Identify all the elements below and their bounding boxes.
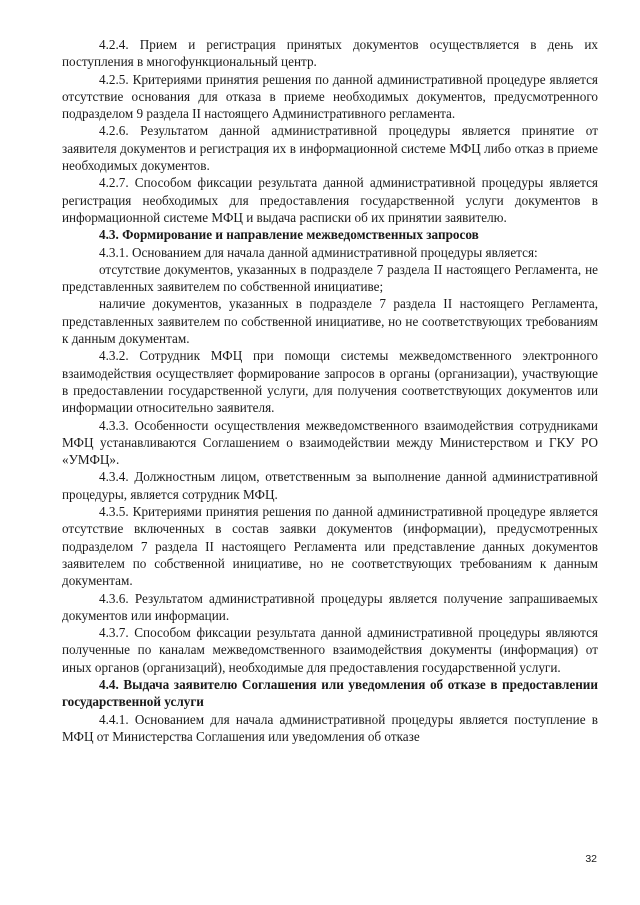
paragraph-4-4-1: 4.4.1. Основанием для начала административной процедуры является поступление в МФЦ от Министерства Соглашения или уведомления об отказе <box>62 711 598 744</box>
paragraph-4-2-5: 4.2.5. Критериями принятия решения по данной административной процедуре является отсутствие основания для отказа в приеме необходимых документов, предусмотренного подразделом 9 раздела II настоящего Административного регламента. <box>62 71 598 122</box>
paragraph-4-3-1: 4.3.1. Основанием для начала данной административной процедуры является: <box>99 244 538 260</box>
paragraph-4-2-6: 4.2.6. Результатом данной административной процедуры является принятие от заявителя документов и регистрация их в информационной системе МФЦ либо отказ в приеме необходимых документов. <box>62 123 598 174</box>
page-number: 32 <box>585 853 597 865</box>
document-body <box>62 36 598 745</box>
paragraph-4-2-7: 4.2.7. Способом фиксации результата данной административной процедуры является регистрация необходимых для предоставления государственной услуги документов в информационной системе МФЦ и выдача расписки об их принятии заявителю. <box>62 175 598 225</box>
paragraph-4-2-4: 4.2.4. Прием и регистрация принятых документов осуществляется в день их поступления в многофункциональный центр. <box>62 37 598 70</box>
paragraph-4-3-6: 4.3.6. Результатом административной процедуры является получение запрашиваемых документов или информации. <box>62 590 598 623</box>
section-heading-4-3: 4.3. Формирование и направление межведомственных запросов <box>99 227 479 243</box>
paragraph-4-3-3: 4.3.3. Особенности осуществления межведомственного взаимодействия сотрудниками МФЦ устанавливаются Соглашением о взаимодействии между Министерством и ГКУ РО «УМФЦ». <box>62 417 598 468</box>
list-item-absence-of-documents: отсутствие документов, указанных в подразделе 7 раздела II настоящего Регламента, не представленных заявителем по собственной инициативе; <box>62 261 598 295</box>
section-heading-4-4: 4.4. Выдача заявителю Соглашения или уведомления об отказе в предоставлении государственной услуги <box>62 676 598 710</box>
paragraph-4-3-4: 4.3.4. Должностным лицом, ответственным за выполнение данной административной процедуры, является сотрудник МФЦ. <box>62 469 598 502</box>
list-item-presence-of-documents: наличие документов, указанных в подразделе 7 раздела II настоящего Регламента, представленных заявителем по собственной инициативе, но не соответствующих требованиям к данным документам. <box>62 296 598 347</box>
paragraph-4-3-5: 4.3.5. Критериями принятия решения по данной административной процедуре является отсутствие включенных в состав заявки документов (информации), предусмотренных подразделом 7 раздела II настоящего Регламента или представление данных документов заявителем по собственной инициативе, но не соответствующих требованиям к данным документам. <box>62 504 598 589</box>
paragraph-4-3-2: 4.3.2. Сотрудник МФЦ при помощи системы межведомственного электронного взаимодействия осуществляет формирование запросов в органы (организации), участвующие в предоставлении государственной услуги, для получения соответствующих документов или информации относительно заявителя. <box>62 348 598 416</box>
paragraph-4-3-7: 4.3.7. Способом фиксации результата данной административной процедуры являются полученные по каналам межведомственного взаимодействия документы (информация) от иных органов (организаций), необходимые для предоставления государственной услуги. <box>62 625 598 675</box>
